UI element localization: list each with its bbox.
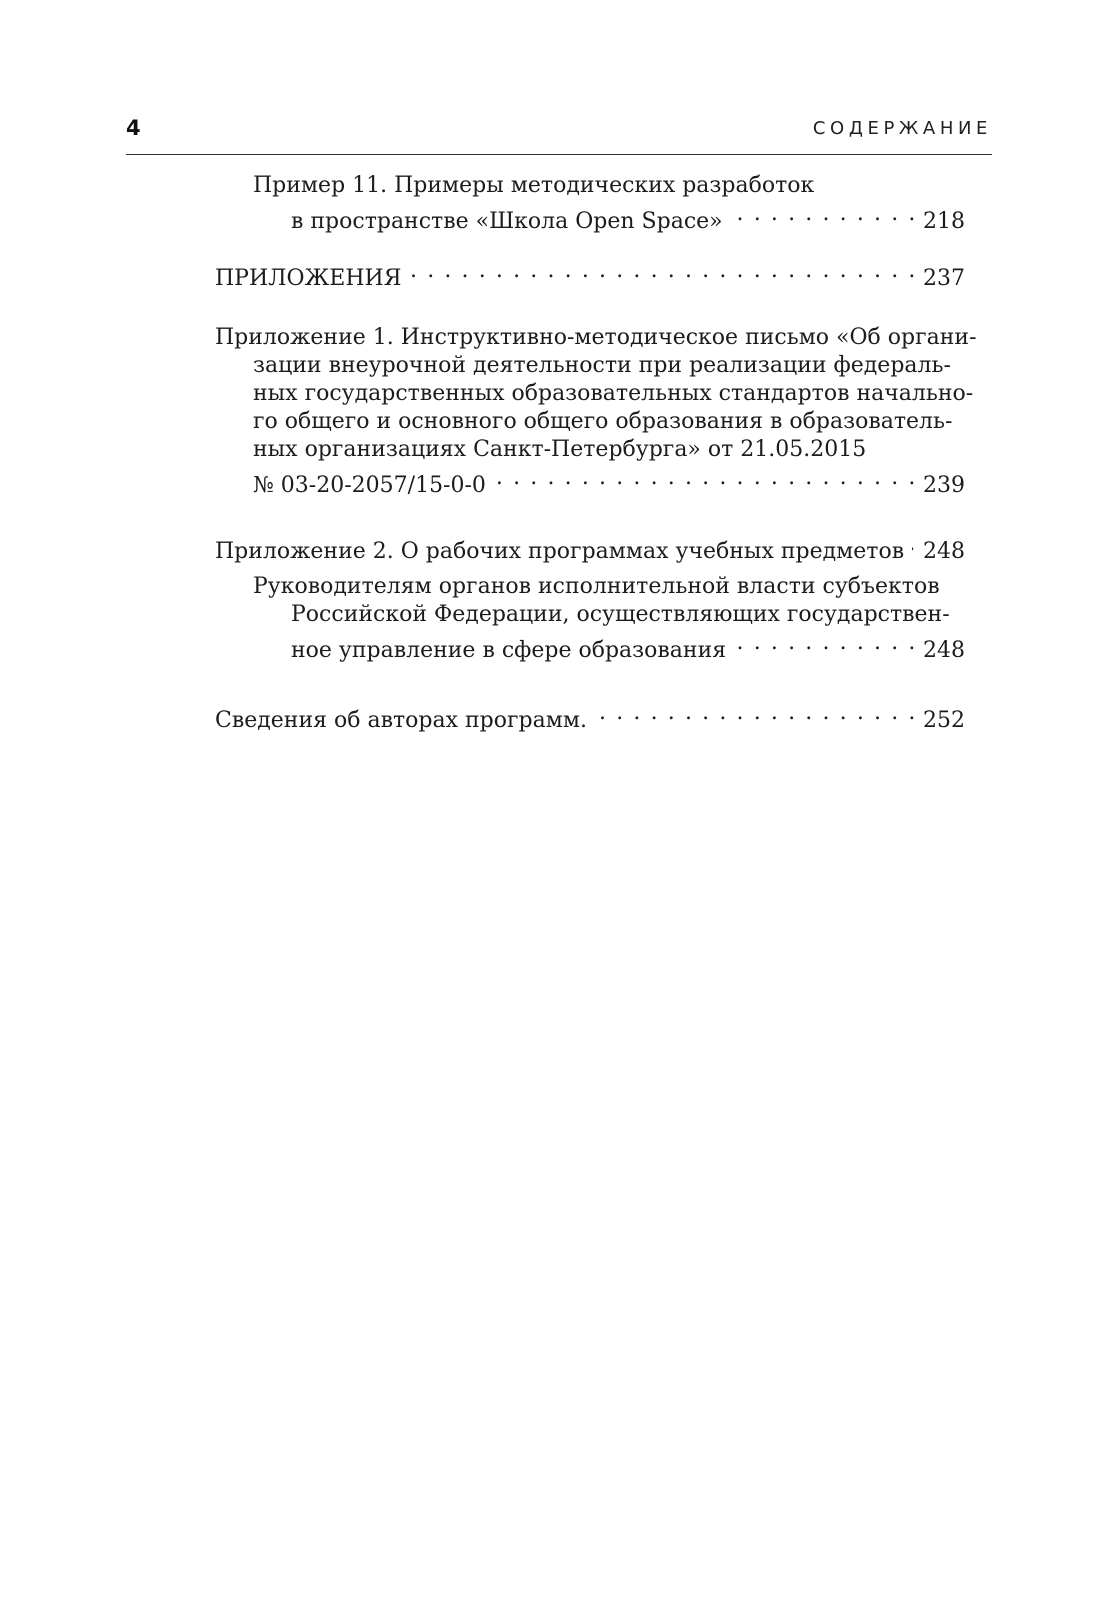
- toc-entry-example-11-line-1: Пример 11. Примеры методических разработок: [253, 173, 815, 198]
- page-header: [126, 110, 992, 155]
- toc-entry-authors[interactable]: [215, 699, 965, 735]
- toc-entry-appendix-1-line-1: Приложение 1. Инструктивно-методическое письмо «Об органи-: [215, 325, 977, 350]
- page-number: 4: [126, 116, 141, 140]
- toc-entry-appendix-2[interactable]: [215, 530, 965, 566]
- dot-leader: [494, 464, 917, 492]
- running-title: СОДЕРЖАНИЕ: [812, 118, 992, 139]
- toc-entry-appendix-1[interactable]: [253, 464, 965, 500]
- toc-page-number: 237: [923, 266, 965, 291]
- toc-entry-heads-letter-line-1: Руководителям органов исполнительной власти субъектов: [253, 574, 940, 599]
- toc-entry-appendix-1-line-4: го общего и основного общего образования в образователь-: [253, 409, 953, 434]
- dot-leader: [731, 200, 917, 228]
- dot-leader: [595, 699, 917, 727]
- toc-page-number: 248: [923, 539, 965, 564]
- toc-page-number: 252: [923, 708, 965, 733]
- toc-entry-appendix-2-title: Приложение 2. О рабочих программах учебных предметов: [215, 539, 905, 564]
- toc-entry-appendices-title: ПРИЛОЖЕНИЯ: [215, 266, 402, 291]
- dot-leader: [912, 530, 917, 558]
- dot-leader: [734, 629, 917, 657]
- toc-entry-heads-letter-line-3: ное управление в сфере образования: [291, 638, 727, 663]
- toc-entry-appendix-1-line-5: ных организациях Санкт-Петербурга» от 21.05.2015: [253, 437, 867, 462]
- dot-leader: [409, 257, 917, 285]
- toc-page-number: 239: [923, 473, 965, 498]
- toc-page-number: 218: [923, 209, 965, 234]
- toc-entry-appendices[interactable]: [215, 257, 965, 293]
- toc-entry-appendix-1-line-6: № 03-20-2057/15-0-0: [253, 473, 486, 498]
- toc-entry-example-11-line-2: в пространстве «Школа Open Space»: [291, 209, 723, 234]
- toc-entry-authors-title: Сведения об авторах программ.: [215, 708, 587, 733]
- toc-entry-heads-letter[interactable]: [291, 629, 965, 665]
- toc-entry-appendix-1-line-2: зации внеурочной деятельности при реализации федераль-: [253, 353, 951, 378]
- toc-entry-appendix-1-line-3: ных государственных образовательных стандартов начально-: [253, 381, 974, 406]
- toc-page-number: 248: [923, 638, 965, 663]
- toc-entry-example-11[interactable]: [291, 200, 965, 236]
- toc-entry-heads-letter-line-2: Российской Федерации, осуществляющих государствен-: [291, 602, 950, 627]
